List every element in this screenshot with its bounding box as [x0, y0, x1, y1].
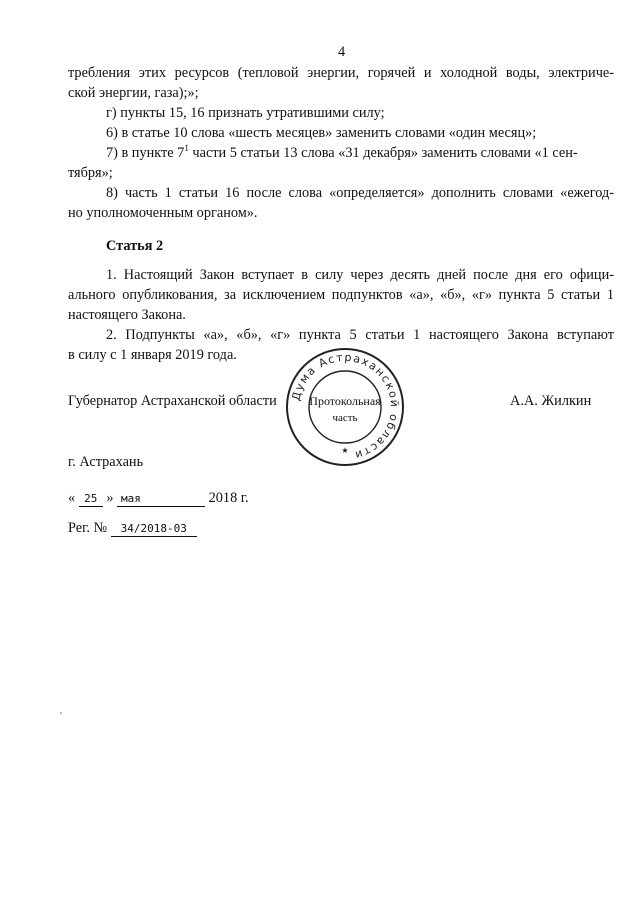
text-segment: 7) в пункте 7: [106, 145, 185, 161]
text-line: ального опубликования, за исключением подпунктов «а», «б», «г» пункта 5 статьи 1: [68, 287, 614, 303]
text-line: [106, 143, 614, 163]
article-heading: Статья 2: [106, 238, 164, 254]
text-line: в силу с 1 января 2019 года.: [68, 347, 237, 363]
superscript: 1: [184, 143, 189, 154]
date-close-quote: »: [106, 490, 114, 506]
signature-position: Губернатор Астраханской области: [68, 393, 277, 409]
stamp-center-line1: Протокольная: [309, 394, 381, 408]
text-line: 6) в статье 10 слова «шесть месяцев» заменить словами «один месяц»;: [106, 125, 537, 141]
registration-line: [68, 518, 197, 538]
stamp-star-icon: ★: [341, 446, 349, 455]
stamp-ring-tspan: Дума Астраханской области: [289, 350, 402, 463]
text-line: тября»;: [68, 165, 113, 181]
text-line: 8) часть 1 статьи 16 после слова «определяется» дополнить словами «ежегод-: [106, 185, 614, 201]
text-line: требления этих ресурсов (тепловой энергии, горячей и холодной воды, электриче-: [68, 65, 614, 81]
text-segment: части 5 статьи 13 слова «31 декабря» заменить словами «1 сен-: [188, 145, 578, 161]
text-line: 1. Настоящий Закон вступает в силу через десять дней после дня его офици-: [106, 267, 614, 283]
city: г. Астрахань: [68, 454, 144, 470]
date-line: [68, 488, 249, 508]
official-stamp: [283, 345, 407, 469]
text-line: настоящего Закона.: [68, 307, 186, 323]
text-line: но уполномоченным органом».: [68, 205, 258, 221]
date-day: 25: [79, 492, 103, 507]
page-number: 4: [338, 44, 346, 60]
reg-label: Рег. №: [68, 520, 108, 536]
scan-speck: [60, 712, 62, 714]
date-year: 2018 г.: [208, 490, 249, 506]
signature-name: А.А. Жилкин: [510, 393, 592, 409]
text-line: 2. Подпункты «а», «б», «г» пункта 5 статьи 1 настоящего Закона вступают: [106, 327, 614, 343]
date-month: мая: [117, 492, 205, 507]
date-open-quote: «: [68, 490, 76, 506]
reg-number: 34/2018-03: [111, 522, 197, 537]
stamp-center-line2: часть: [332, 412, 358, 424]
text-line: ской энергии, газа);»;: [68, 85, 199, 101]
text-line: г) пункты 15, 16 признать утратившими силу;: [106, 105, 385, 121]
